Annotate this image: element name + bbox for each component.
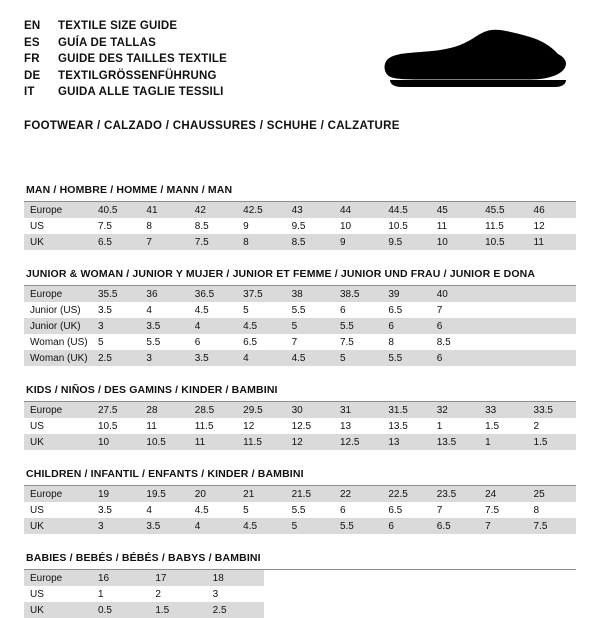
cell: 10.5 (388, 220, 408, 232)
cell (479, 318, 527, 334)
section-kids (24, 384, 576, 450)
table-row (24, 350, 576, 366)
cell (479, 334, 527, 350)
cell: 8.5 (286, 234, 334, 250)
table-row (24, 334, 576, 350)
cell: 6 (339, 304, 346, 316)
cell: 45 (431, 202, 479, 218)
cell: 3.5 (98, 504, 112, 516)
cell: 19.5 (140, 486, 188, 502)
cell: 5.5 (382, 350, 430, 366)
cell: 7 (436, 304, 443, 316)
cell: 10.5 (140, 434, 188, 450)
cell: 2.5 (92, 350, 140, 366)
cell: 3.5 (140, 518, 188, 534)
cell: 12 (286, 434, 334, 450)
cell: 31.5 (382, 402, 430, 418)
cell: 11 (436, 220, 448, 232)
language-row (24, 84, 227, 101)
cell: 4.5 (286, 350, 334, 366)
language-row (24, 68, 227, 85)
cell: 6.5 (388, 304, 403, 316)
table-row (24, 418, 576, 434)
section-title: JUNIOR & WOMAN / JUNIOR Y MUJER / JUNIOR ET FEMME / JUNIOR UND FRAU / JUNIOR E DONA (24, 268, 576, 286)
cell: 29.5 (237, 402, 285, 418)
cell: 6.5 (92, 234, 140, 250)
language-code: EN (24, 20, 41, 32)
cell: 9.5 (291, 220, 306, 232)
row-label: US (30, 220, 44, 232)
cell: 1 (479, 434, 527, 450)
cell: 9.5 (382, 234, 430, 250)
cell: 7.5 (485, 504, 500, 516)
cell: 10 (92, 434, 140, 450)
section-title: KIDS / NIÑOS / DES GAMINS / KINDER / BAMBINI (24, 384, 576, 402)
cell: 5 (98, 336, 104, 348)
table-row (24, 434, 576, 450)
cell: 37.5 (237, 286, 285, 302)
cell: 13 (382, 434, 430, 450)
cell (479, 302, 527, 318)
cell: 7 (291, 336, 298, 348)
cell: 10 (431, 234, 479, 250)
cell: 1 (436, 420, 443, 432)
cell (528, 350, 576, 366)
cell: 6.5 (243, 336, 258, 348)
cell: 4.5 (194, 504, 209, 516)
cell: 6.5 (431, 518, 479, 534)
cell: 10.5 (479, 234, 527, 250)
category-line: FOOTWEAR / CALZADO / CHAUSSURES / SCHUHE / CALZATURE (24, 120, 400, 132)
cell: 1.5 (485, 420, 500, 432)
cell: 42.5 (237, 202, 285, 218)
cell: 11 (528, 234, 576, 250)
row-label: UK (24, 434, 92, 450)
cell: 4 (189, 518, 237, 534)
cell: 23.5 (431, 486, 479, 502)
cell: 11 (146, 420, 157, 432)
section-children (24, 468, 576, 534)
cell: 5.5 (291, 304, 306, 316)
cell: 5.5 (334, 318, 382, 334)
size-table-man (24, 202, 576, 250)
cell: 2.5 (207, 602, 264, 618)
cell: 8 (388, 336, 394, 348)
cell: 3 (140, 350, 188, 366)
row-label: US (30, 420, 44, 432)
row-label: Europe (24, 202, 92, 218)
cell: 28 (140, 402, 188, 418)
cell: 1.5 (149, 602, 206, 618)
cell: 6 (431, 318, 479, 334)
language-row (24, 35, 227, 52)
cell: 7.5 (189, 234, 237, 250)
table-row (24, 486, 576, 502)
table-row (24, 518, 576, 534)
cell: 46 (528, 202, 576, 218)
cell: 4.5 (194, 304, 209, 316)
cell: 28.5 (189, 402, 237, 418)
cell: 30 (286, 402, 334, 418)
cell: 19 (92, 486, 140, 502)
cell: 36 (140, 286, 188, 302)
cell: 13.5 (431, 434, 479, 450)
cell (528, 318, 576, 334)
row-label: US (30, 504, 44, 516)
language-title: GUIDA ALLE TAGLIE TESSILI (58, 86, 224, 98)
cell: 4 (146, 304, 152, 316)
cell: 2 (533, 420, 540, 432)
cell: 8 (237, 234, 285, 250)
cell: 7.5 (98, 220, 112, 232)
cell: 8 (533, 504, 540, 516)
cell: 21 (237, 486, 285, 502)
cell: 12.5 (334, 434, 382, 450)
cell: 22 (334, 486, 382, 502)
language-title: GUIDE DES TAILLES TEXTILE (58, 53, 227, 65)
row-label: Junior (UK) (24, 318, 92, 334)
cell: 5 (286, 518, 334, 534)
cell: 12.5 (291, 420, 312, 432)
cell: 20 (189, 486, 237, 502)
cell: 18 (207, 570, 264, 586)
cell: 5.5 (146, 336, 161, 348)
cell: 38.5 (334, 286, 382, 302)
dress-shoe-icon (380, 24, 570, 104)
table-row (24, 402, 576, 418)
cell: 38 (286, 286, 334, 302)
language-row (24, 51, 227, 68)
language-code: ES (24, 36, 40, 49)
row-label: UK (24, 234, 92, 250)
language-title: TEXTILE SIZE GUIDE (58, 20, 178, 32)
cell: 11.5 (485, 220, 504, 232)
cell: 5.5 (334, 518, 382, 534)
language-code: IT (24, 86, 35, 98)
section-title: BABIES / BEBÉS / BÉBÉS / BABYS / BAMBINI (24, 552, 576, 570)
cell: 6.5 (388, 504, 403, 516)
size-table-children (24, 486, 576, 534)
language-code: DE (24, 69, 41, 82)
cell: 3.5 (189, 350, 237, 366)
cell: 27.5 (92, 402, 140, 418)
cell: 11.5 (194, 420, 214, 432)
size-table-babies (24, 570, 264, 618)
cell: 12 (533, 220, 545, 232)
cell: 6 (382, 518, 430, 534)
table-row (24, 286, 576, 302)
cell: 33 (479, 402, 527, 418)
cell: 35.5 (92, 286, 140, 302)
table-row (24, 218, 576, 234)
cell: 9 (243, 220, 249, 232)
cell (479, 286, 527, 302)
cell: 7.5 (528, 518, 576, 534)
cell: 3.5 (140, 318, 188, 334)
language-title-list (24, 18, 227, 101)
cell: 32 (431, 402, 479, 418)
cell: 11.5 (237, 434, 285, 450)
section-title: MAN / HOMBRE / HOMME / MANN / MAN (24, 184, 576, 202)
cell: 7 (140, 234, 188, 250)
row-label: Europe (24, 486, 92, 502)
cell: 31 (334, 402, 382, 418)
table-row (24, 302, 576, 318)
row-label: US (30, 588, 44, 600)
cell: 5 (243, 304, 249, 316)
cell: 3 (92, 518, 140, 534)
section-man (24, 184, 576, 250)
cell: 6 (339, 504, 346, 516)
language-title: GUÍA DE TALLAS (58, 36, 156, 49)
cell: 44 (334, 202, 382, 218)
language-title: TEXTILGRÖSSENFÜHRUNG (58, 69, 217, 82)
cell: 8.5 (436, 336, 451, 348)
cell: 4 (146, 504, 152, 516)
cell: 5 (334, 350, 382, 366)
table-row (24, 202, 576, 218)
cell: 13.5 (388, 420, 408, 432)
cell (479, 350, 527, 366)
cell: 12 (243, 420, 255, 432)
cell: 33.5 (528, 402, 576, 418)
cell: 0.5 (92, 602, 149, 618)
cell: 17 (149, 570, 206, 586)
cell: 36.5 (189, 286, 237, 302)
section-babies (24, 552, 576, 618)
cell: 4.5 (237, 318, 285, 334)
table-row (24, 570, 264, 586)
cell: 43 (286, 202, 334, 218)
cell: 5 (286, 318, 334, 334)
cell: 21.5 (286, 486, 334, 502)
cell: 42 (189, 202, 237, 218)
cell: 9 (334, 234, 382, 250)
row-label: UK (24, 518, 92, 534)
cell: 5.5 (291, 504, 306, 516)
row-label: Junior (US) (30, 304, 81, 316)
cell: 1.5 (528, 434, 576, 450)
cell: 40 (431, 286, 479, 302)
size-table-kids (24, 402, 576, 450)
cell: 3 (212, 588, 219, 600)
section-title: CHILDREN / INFANTIL / ENFANTS / KINDER / BAMBINI (24, 468, 576, 486)
table-row (24, 234, 576, 250)
cell: 3 (92, 318, 140, 334)
cell (528, 286, 576, 302)
cell (528, 302, 576, 318)
cell: 8.5 (194, 220, 209, 232)
cell: 7.5 (339, 336, 354, 348)
cell: 5 (243, 504, 249, 516)
size-table-junior-woman (24, 286, 576, 366)
row-label: Europe (24, 286, 92, 302)
row-label: Woman (UK) (24, 350, 92, 366)
cell (528, 334, 576, 350)
row-label: Europe (24, 570, 92, 586)
cell: 3.5 (98, 304, 112, 316)
table-row (24, 502, 576, 518)
language-code: FR (24, 53, 40, 65)
cell: 16 (92, 570, 149, 586)
cell: 6 (194, 336, 201, 348)
cell: 2 (155, 588, 161, 600)
row-label: Europe (24, 402, 92, 418)
cell: 4.5 (237, 518, 285, 534)
cell: 1 (98, 588, 104, 600)
cell: 13 (339, 420, 352, 432)
cell: 7 (436, 504, 443, 516)
cell: 25 (528, 486, 576, 502)
row-label: Woman (US) (30, 336, 88, 348)
cell: 11 (189, 434, 237, 450)
cell: 40.5 (92, 202, 140, 218)
cell: 6 (431, 350, 479, 366)
cell: 22.5 (382, 486, 430, 502)
document-header (24, 18, 576, 110)
language-row (24, 18, 227, 35)
cell: 10 (339, 220, 352, 232)
cell: 4 (189, 318, 237, 334)
cell: 41 (140, 202, 188, 218)
cell: 39 (382, 286, 430, 302)
cell: 44.5 (382, 202, 430, 218)
cell: 7 (479, 518, 527, 534)
cell: 4 (237, 350, 285, 366)
table-row (24, 602, 264, 618)
cell: 8 (146, 220, 152, 232)
row-label: UK (24, 602, 92, 618)
cell: 10.5 (98, 420, 118, 432)
cell: 6 (382, 318, 430, 334)
table-row (24, 318, 576, 334)
cell: 24 (479, 486, 527, 502)
section-junior-woman (24, 268, 576, 366)
cell: 45.5 (479, 202, 527, 218)
